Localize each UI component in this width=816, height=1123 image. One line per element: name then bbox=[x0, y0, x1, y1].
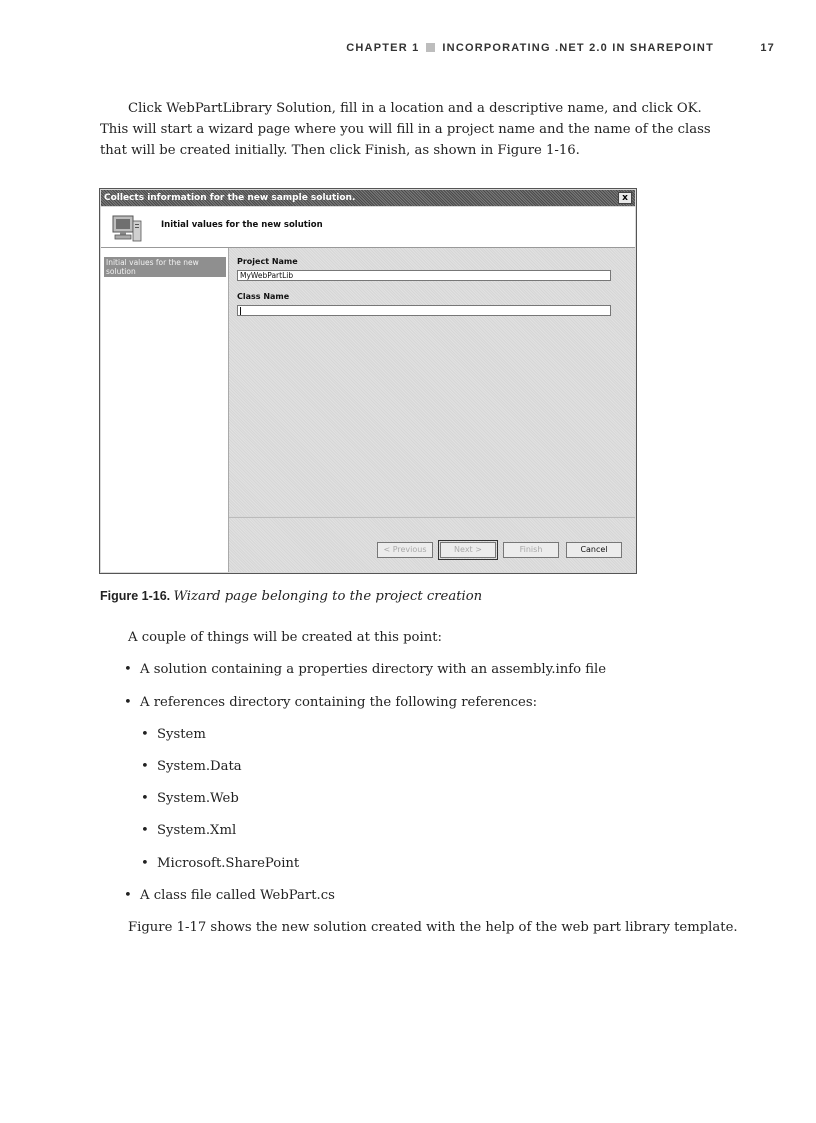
sub-list-item: • System.Data bbox=[141, 759, 242, 774]
figure-label: Figure 1-16. bbox=[100, 589, 171, 603]
close-button[interactable]: x bbox=[618, 192, 632, 204]
project-name-input[interactable]: MyWebPartLib bbox=[237, 270, 611, 281]
step-item-initial-values[interactable]: Initial values for the new solution bbox=[104, 257, 226, 277]
finish-button[interactable]: Finish bbox=[503, 542, 559, 558]
chapter-title: INCORPORATING .NET 2.0 IN SHAREPOINT bbox=[442, 42, 714, 54]
cancel-button[interactable]: Cancel bbox=[566, 542, 622, 558]
sub-list-item: • System bbox=[141, 727, 206, 742]
reference-text: System.Xml bbox=[157, 823, 237, 838]
dialog-title-bar bbox=[101, 190, 635, 206]
text-caret bbox=[240, 307, 241, 315]
class-name-label: Class Name bbox=[237, 292, 290, 301]
bullet-text: A references directory containing the following references: bbox=[140, 695, 538, 710]
previous-button[interactable]: < Previous bbox=[377, 542, 433, 558]
dialog-header-title: Initial values for the new solution bbox=[161, 220, 323, 230]
dialog-header bbox=[101, 207, 635, 248]
reference-text: System bbox=[157, 727, 206, 742]
figure-caption bbox=[100, 588, 482, 604]
figure-caption-text: Wizard page belonging to the project creation bbox=[173, 589, 483, 604]
intro-paragraph bbox=[100, 98, 720, 161]
chapter-number: CHAPTER 1 bbox=[346, 42, 420, 54]
closing-paragraph: Figure 1-17 shows the new solution created with the help of the web part library template. bbox=[128, 920, 738, 935]
next-button[interactable]: Next > bbox=[440, 542, 496, 558]
sub-list-item: • System.Xml bbox=[141, 823, 237, 838]
dialog-title: Collects information for the new sample solution. bbox=[104, 193, 356, 203]
chapter-heading bbox=[346, 42, 714, 54]
page-number: 17 bbox=[760, 42, 775, 54]
steps-pane bbox=[101, 248, 229, 572]
list-item: • A class file called WebPart.cs bbox=[124, 888, 335, 903]
content-pane bbox=[229, 248, 635, 516]
intro-paragraph-text: Click WebPartLibrary Solution, fill in a location and a descriptive name, and click OK. This will start a wizard page where you will fill in a project name and the name of the class that will be created initially. Then click Finish, as shown in Figure 1-16. bbox=[100, 101, 711, 158]
class-name-input[interactable] bbox=[237, 305, 611, 316]
running-head bbox=[0, 42, 816, 56]
separator-square-icon bbox=[426, 43, 435, 52]
reference-text: System.Web bbox=[157, 791, 239, 806]
list-item: • A references directory containing the following references: bbox=[124, 695, 538, 710]
project-name-label: Project Name bbox=[237, 257, 298, 266]
sub-list-item: • Microsoft.SharePoint bbox=[141, 856, 300, 871]
list-item: • A solution containing a properties directory with an assembly.info file bbox=[124, 662, 607, 677]
sub-list-item: • System.Web bbox=[141, 791, 239, 806]
body-lead: A couple of things will be created at this point: bbox=[128, 630, 442, 645]
bullet-text: A solution containing a properties directory with an assembly.info file bbox=[140, 662, 607, 677]
bullet-text: A class file called WebPart.cs bbox=[140, 888, 335, 903]
computer-icon bbox=[109, 213, 143, 245]
reference-text: System.Data bbox=[157, 759, 242, 774]
button-bar bbox=[229, 517, 635, 572]
reference-text: Microsoft.SharePoint bbox=[157, 856, 300, 871]
wizard-dialog bbox=[99, 188, 637, 574]
